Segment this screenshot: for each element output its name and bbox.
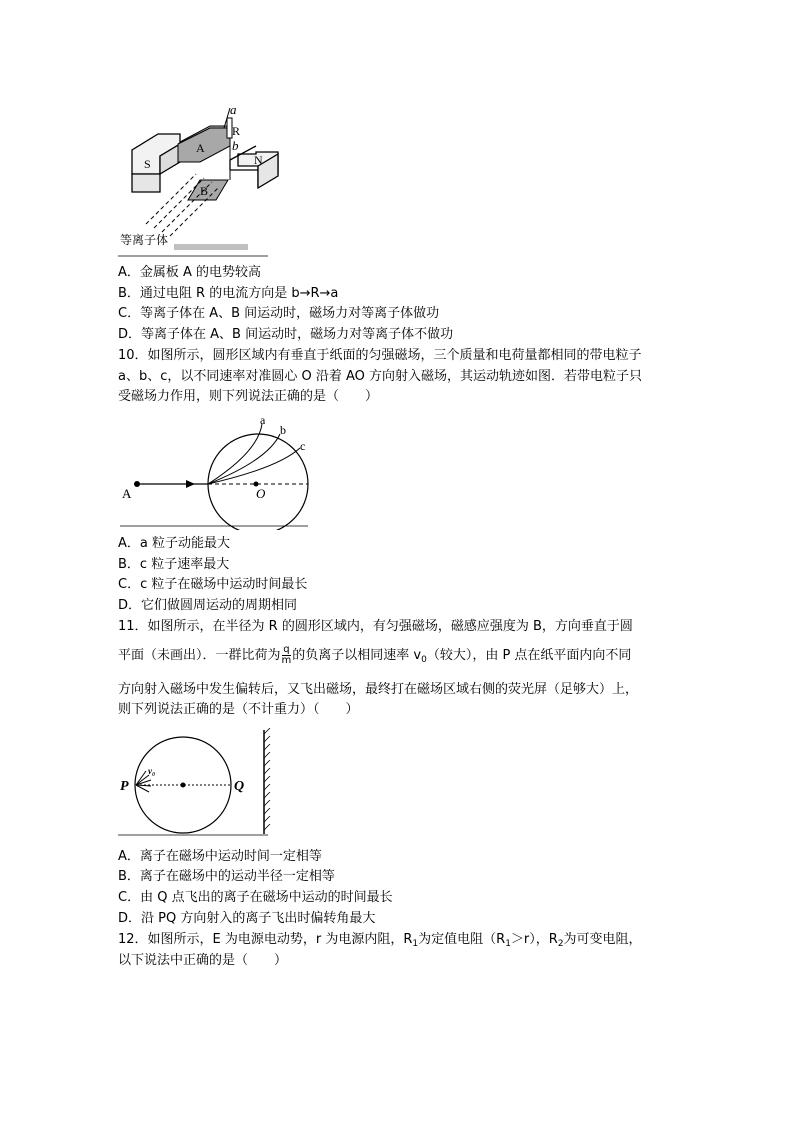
label-P: P [120, 779, 129, 794]
q11-option-d: D．沿 PQ 方向射入的离子飞出时偏转角最大 [118, 911, 376, 926]
q9-option-d: D．等离子体在 A、B 间运动时，磁场力对等离子体不做功 [118, 327, 454, 342]
q9-option-b: B．通过电阻 R 的电流方向是 b→R→a [118, 286, 339, 301]
label-plasma: 等离子体 [120, 233, 169, 247]
label-b: b [232, 138, 239, 153]
label-traj-a: a [260, 413, 266, 427]
q10-stem-line2: a、b、c，以不同速率对准圆心 O 沿着 AO 方向射入磁场，其运动轨迹如图．若带电粒子只 [118, 369, 643, 384]
q11-option-c: C．由 Q 点飞出的离子在磁场中运动的时间最长 [118, 890, 393, 905]
charge-mass-fraction: $\frac{q}{m}$ [281, 644, 292, 666]
q10-stem-line1: 10．如图所示，圆形区域内有垂直于纸面的匀强磁场，三个质量和电荷量都相同的带电粒子 [118, 348, 642, 363]
q10-option-c: C．c 粒子在磁场中运动时间最长 [118, 577, 308, 592]
label-S: S [144, 157, 151, 171]
label-a: a [230, 104, 237, 117]
q9-option-a: A．金属板 A 的电势较高 [118, 265, 262, 280]
figure-circle-screen [118, 728, 283, 840]
q10-option-d: D．它们做圆周运动的周期相同 [118, 598, 298, 613]
q11-stem-line3: 方向射入磁场中发生偏转后，又飞出磁场，最终打在磁场区域右侧的荧光屏（足够大）上， [118, 682, 639, 697]
q10-option-a: A．a 粒子动能最大 [118, 536, 230, 551]
q11-stem-line4: 则下列说法正确的是（不计重力）（ ） [118, 702, 359, 717]
q12-stem-line2: 以下说法中正确的是（ ） [118, 953, 288, 968]
label-plate-B: B [200, 184, 209, 198]
figure-circular-field-trajectories [118, 412, 318, 530]
label-traj-b: b [280, 423, 286, 437]
q11-option-a: A．离子在磁场中运动时间一定相等 [118, 849, 322, 864]
label-A: A [122, 486, 132, 501]
q11-stem-line2: 平面（未画出）．一群比荷为 $\frac{q}{m}$ 的负离子以相同速率 $v_0$（较大），由 P 点在纸平面内向不同 [118, 644, 632, 666]
label-v0: v₀ [148, 766, 156, 776]
q10-option-b: B．c 粒子速率最大 [118, 557, 230, 572]
label-R: R [232, 124, 241, 138]
q11-stem-line1: 11．如图所示，在半径为 R 的圆形区域内，有匀强磁场，磁感应强度为 B，方向垂直于圆 [118, 619, 633, 634]
label-O: O [256, 486, 266, 501]
label-plate-A: A [196, 141, 205, 155]
label-traj-c: c [300, 439, 306, 453]
q10-stem-line3: 受磁场力作用，则下列说法正确的是（ ） [118, 389, 379, 404]
q9-option-c: C．等离子体在 A、B 间运动时，磁场力对等离子体做功 [118, 306, 440, 321]
figure-mhd-generator [118, 104, 288, 259]
label-N: N [254, 153, 263, 167]
q11-option-b: B．离子在磁场中的运动半径一定相等 [118, 869, 335, 884]
q12-stem-line1: 12．如图所示，E 为电源电动势，r 为电源内阻，$R_1$为定值电阻$(R_1>r)$，$R_2$为可变电阻， [118, 932, 642, 949]
label-Q: Q [234, 779, 245, 794]
